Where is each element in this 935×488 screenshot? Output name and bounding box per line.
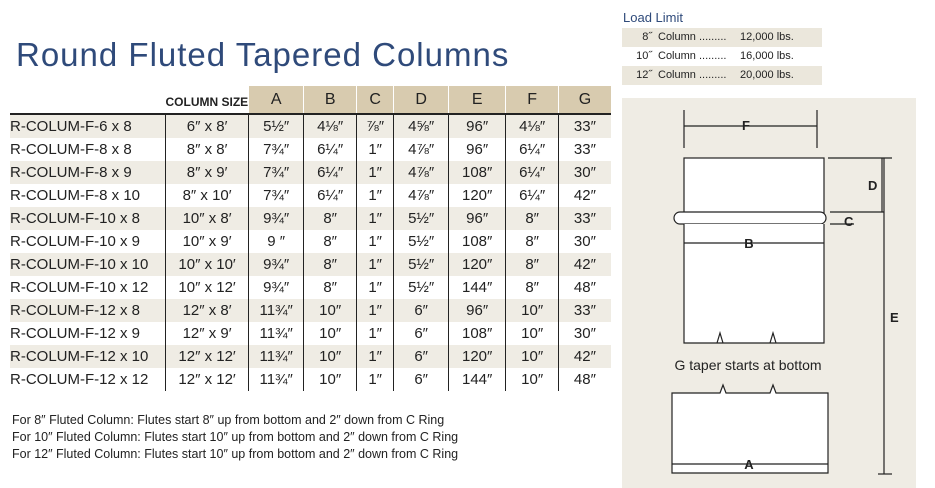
size: 10˝ <box>636 50 652 62</box>
value-cell: 1″ <box>357 207 394 230</box>
value-cell: 4⅛″ <box>304 114 357 138</box>
value-cell: 33″ <box>559 138 611 161</box>
value-cell: 9¾″ <box>249 253 304 276</box>
value-cell: 1″ <box>357 299 394 322</box>
notes <box>12 412 458 463</box>
value-cell: 10″ x 8′ <box>166 207 249 230</box>
value-cell: 1″ <box>357 345 394 368</box>
model-cell: R-COLUM-F-10 x 10 <box>10 253 166 276</box>
load-limit-heading: Load Limit <box>623 10 683 25</box>
value-cell: 5½″ <box>394 253 449 276</box>
column-header: C <box>357 86 394 114</box>
value-cell: 10″ <box>506 368 559 391</box>
table-row <box>10 114 611 138</box>
value-cell: 5½″ <box>249 114 304 138</box>
value-cell: 1″ <box>357 253 394 276</box>
value-cell: 10″ <box>304 299 357 322</box>
load-row <box>622 47 822 66</box>
value-cell: 8″ <box>304 276 357 299</box>
value-cell: 8″ <box>304 230 357 253</box>
value-cell: 1″ <box>357 138 394 161</box>
value-cell: 9 ″ <box>249 230 304 253</box>
value-cell: 6¼″ <box>506 184 559 207</box>
column-header: D <box>394 86 449 114</box>
table-row <box>10 138 611 161</box>
value-cell: 10″ <box>304 345 357 368</box>
value-cell: 8″ x 8′ <box>166 138 249 161</box>
value-cell: 5½″ <box>394 276 449 299</box>
value-cell: 1″ <box>357 322 394 345</box>
dim-label-e: E <box>890 310 899 325</box>
model-cell: R-COLUM-F-12 x 9 <box>10 325 141 342</box>
value-cell: 12″ x 9′ <box>166 322 249 345</box>
table-row <box>10 299 611 322</box>
value-cell: 11¾″ <box>249 322 304 345</box>
value-cell: 10″ <box>304 368 357 391</box>
value-cell: 30″ <box>559 161 611 184</box>
model-cell: R-COLUM-F-8 x 8 <box>10 141 132 158</box>
value-cell: 4⅞″ <box>394 184 449 207</box>
value-cell: 33″ <box>559 299 611 322</box>
column-header: E <box>449 86 506 114</box>
value-cell: 6″ <box>394 322 449 345</box>
value-cell: 6¼″ <box>304 184 357 207</box>
value-cell: 11¾″ <box>249 345 304 368</box>
value-cell: 6¼″ <box>506 138 559 161</box>
value-cell: 144″ <box>449 368 506 391</box>
value-cell: 4⅝″ <box>394 114 449 138</box>
value-cell: 10″ <box>506 299 559 322</box>
table-row <box>10 253 611 276</box>
value-cell: 1″ <box>357 276 394 299</box>
value-cell: 48″ <box>559 368 611 391</box>
value-cell: 10″ <box>304 322 357 345</box>
value-cell: 120″ <box>449 184 506 207</box>
value-cell: 5½″ <box>394 207 449 230</box>
model-cell: R-COLUM-F-8 x 9 <box>10 161 166 184</box>
model-cell: R-COLUM-F-10 x 9 <box>10 233 141 250</box>
column-header <box>10 86 166 114</box>
value-cell: 1″ <box>357 161 394 184</box>
value-cell: 6¼″ <box>304 161 357 184</box>
value-cell: 33″ <box>559 207 611 230</box>
value-cell: 48″ <box>559 276 611 299</box>
value-cell: 7¾″ <box>249 184 304 207</box>
value-cell: 42″ <box>559 345 611 368</box>
value-cell: 10″ x 10′ <box>166 253 249 276</box>
column-header: F <box>506 86 559 114</box>
model-cell: R-COLUM-F-10 x 8 <box>10 207 166 230</box>
value: 12,000 lbs. <box>740 31 794 43</box>
model-cell: R-COLUM-F-12 x 12 <box>10 371 149 388</box>
value-cell: 42″ <box>559 184 611 207</box>
model-cell: R-COLUM-F-8 x 10 <box>10 187 141 204</box>
value-cell: 12″ x 12′ <box>166 345 249 368</box>
value-cell: 9¾″ <box>249 207 304 230</box>
value: 20,000 lbs. <box>740 69 794 81</box>
value-cell: 8″ <box>506 276 559 299</box>
value-cell: 4⅞″ <box>394 161 449 184</box>
value-cell: 1″ <box>357 368 394 391</box>
table-row <box>10 322 611 345</box>
label: Column ......... <box>658 31 727 43</box>
column-header: COLUMN SIZE <box>165 95 249 109</box>
value-cell: 8″ x 10′ <box>166 184 249 207</box>
column-spec-table <box>10 86 611 391</box>
table-row <box>10 161 611 184</box>
column-header: A <box>249 86 304 114</box>
dim-label-a: A <box>744 457 754 472</box>
value-cell: 8″ <box>506 207 559 230</box>
value-cell: 6″ <box>394 368 449 391</box>
value: 16,000 lbs. <box>740 50 794 62</box>
value-cell: 30″ <box>559 322 611 345</box>
table-row <box>10 207 611 230</box>
value-cell: 6″ x 8′ <box>166 114 249 138</box>
model-cell: R-COLUM-F-12 x 10 <box>10 345 166 368</box>
dim-label-b: B <box>744 236 754 251</box>
value-cell: 144″ <box>449 276 506 299</box>
note: For 10″ Fluted Column: Flutes start 10″ up from bottom and 2″ down from C Ring <box>12 430 459 444</box>
table-row <box>10 230 611 253</box>
size: 12˝ <box>636 69 652 81</box>
dim-label-f: F <box>742 118 750 133</box>
value-cell: 7¾″ <box>249 161 304 184</box>
value-cell: 5½″ <box>394 230 449 253</box>
value-cell: 10″ x 12′ <box>166 276 249 299</box>
load-limit-table <box>622 10 822 85</box>
column-header: B <box>304 86 357 114</box>
note: For 12″ Fluted Column: Flutes start 10″ up from bottom and 2″ down from C Ring <box>12 447 459 461</box>
table-row <box>10 368 611 391</box>
value-cell: ⅞″ <box>357 114 394 138</box>
table-row <box>10 184 611 207</box>
value-cell: 11¾″ <box>249 368 304 391</box>
value-cell: 96″ <box>449 299 506 322</box>
column-header: G <box>559 86 611 114</box>
value-cell: 1″ <box>357 184 394 207</box>
value-cell: 8″ <box>506 230 559 253</box>
value-cell: 6″ <box>394 299 449 322</box>
value-cell: 8″ <box>304 253 357 276</box>
value-cell: 8″ x 9′ <box>166 161 249 184</box>
value-cell: 10″ x 9′ <box>166 230 249 253</box>
value-cell: 7¾″ <box>249 138 304 161</box>
value-cell: 6¼″ <box>506 161 559 184</box>
model-cell: R-COLUM-F-6 x 8 <box>10 114 166 138</box>
value-cell: 1″ <box>357 230 394 253</box>
model-cell: R-COLUM-F-10 x 12 <box>10 279 149 296</box>
value-cell: 11¾″ <box>249 299 304 322</box>
value-cell: 108″ <box>449 322 506 345</box>
page-title: Round Fluted Tapered Columns <box>16 36 510 73</box>
value-cell: 12″ x 12′ <box>166 368 249 391</box>
dim-label-c: C <box>844 214 854 229</box>
value-cell: 30″ <box>559 230 611 253</box>
value-cell: 96″ <box>449 138 506 161</box>
size: 8˝ <box>642 31 652 43</box>
table-row <box>10 345 611 368</box>
value-cell: 10″ <box>506 322 559 345</box>
diagram-caption: G taper starts at bottom <box>674 357 822 373</box>
value-cell: 120″ <box>449 345 506 368</box>
load-row <box>622 66 822 85</box>
value-cell: 108″ <box>449 161 506 184</box>
table-row <box>10 276 611 299</box>
value-cell: 8″ <box>304 207 357 230</box>
value-cell: 42″ <box>559 253 611 276</box>
dim-label-d: D <box>868 178 878 193</box>
note: For 8″ Fluted Column: Flutes start 8″ up from bottom and 2″ down from C Ring <box>12 413 445 427</box>
value-cell: 120″ <box>449 253 506 276</box>
label: Column ......... <box>658 50 727 62</box>
value-cell: 12″ x 8′ <box>166 299 249 322</box>
value-cell: 33″ <box>559 114 611 138</box>
column-diagram <box>622 98 916 488</box>
value-cell: 4⅛″ <box>506 114 559 138</box>
value-cell: 9¾″ <box>249 276 304 299</box>
value-cell: 8″ <box>506 253 559 276</box>
model-cell: R-COLUM-F-12 x 8 <box>10 299 166 322</box>
load-row <box>622 28 822 47</box>
value-cell: 6″ <box>394 345 449 368</box>
label: Column ......... <box>658 69 727 81</box>
value-cell: 96″ <box>449 114 506 138</box>
value-cell: 4⅞″ <box>394 138 449 161</box>
value-cell: 108″ <box>449 230 506 253</box>
value-cell: 6¼″ <box>304 138 357 161</box>
value-cell: 96″ <box>449 207 506 230</box>
value-cell: 10″ <box>506 345 559 368</box>
